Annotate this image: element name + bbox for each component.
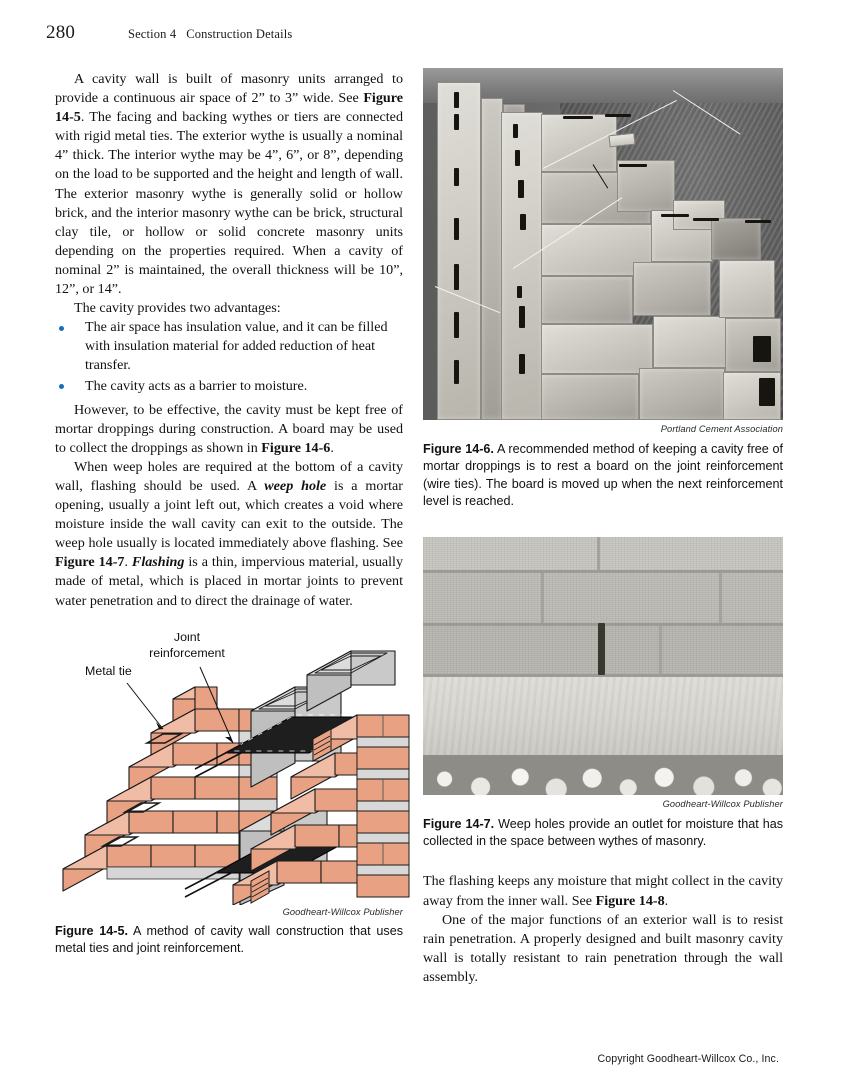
term-weep-hole: weep hole [264,477,327,494]
paragraph-rain-penetration: One of the major functions of an exterior wall is to resist rain penetration. A properly designed and built masonry cavity wall is totally resistant to rain penetration through the wall assembly. [423,911,783,985]
list-item: The cavity acts as a barrier to moisture. [55,377,403,396]
paragraph-flashing-keeps-moisture [423,872,783,910]
figure-14-6-credit: Portland Cement Association [660,424,783,434]
list-item: The air space has insulation value, and it can be filled with insulation material for added reduction of heat transfer. [55,318,403,375]
para3-suffix: . [330,439,334,456]
para1-suffix: . The facing and backing wythes or tiers are connected with rigid metal ties. The exterior wythe is usually a nominal 4” thick. The interior wythe may be 4”, 6”, or 8”, depending on the load to be supported and the height and length of wall. The exterior masonry wythe is generally solid or hollow brick, and the interior masonry wythe can be brick, structural clay tile, or hollow or solid concrete masonry units depending on the properties required. When a cavity of nominal 2” is maintained, the overall thickness will be 10”, 12”, or 14”. [55,109,403,298]
label-joint-reinforcement-l1: Joint [173,632,201,644]
figure-reference-14-5: Figure 14-5 [55,90,403,126]
figure-14-5-caption [55,923,403,958]
figure-14-6-caption-label: Figure 14-6. [423,442,494,456]
figure-14-6-caption-text: A recommended method of keeping a cavity free of mortar droppings is to rest a board on the joint reinforcement (wire ties). The board is moved up when the next reinforcement level is reached. [423,442,783,509]
figure-reference-14-8: Figure 14-8 [595,892,665,909]
figure-reference-14-7: Figure 14-7 [55,554,125,571]
paragraph-two-advantages: The cavity provides two advantages: [74,300,281,317]
figure-14-7-caption-text: Weep holes provide an outlet for moisture that has collected in the space between wythes of masonry. [423,816,784,849]
para3-prefix: However, to be effective, the cavity must be kept free of mortar droppings during construction. A board may be used to collect the droppings as shown in [55,401,403,456]
advantages-list [55,318,403,395]
figure-14-5-illustration [55,633,415,905]
para4-b: is a mortar opening, usually a joint left out, which creates a void where moisture inside the wall cavity can exit to the outside. The weep hole usually is located immediately above flashing. See [55,477,403,552]
figure-14-5-credit: Goodheart-Willcox Publisher [282,906,403,917]
figure-14-5-caption-label: Figure 14-5. [55,923,128,938]
term-flashing: Flashing [131,554,185,571]
right-para1-b: . [664,892,669,909]
cavity-wall-isometric-svg [55,633,415,905]
figure-14-6-caption [423,441,783,511]
right-column [423,68,783,987]
section-number: Section 4 [128,27,177,41]
figure-14-7-credit: Goodheart-Willcox Publisher [662,798,783,809]
label-joint-reinforcement-l2: reinforcement [149,645,225,660]
right-para1-a: The flashing keeps any moisture that might collect in the cavity away from the inner wall. See [423,873,783,909]
weep-hole-opening [598,623,605,675]
copyright-notice: Copyright Goodheart-Willcox Co., Inc. [597,1053,779,1065]
figure-14-7-caption-label: Figure 14-7. [423,816,495,831]
left-column [55,70,403,957]
page-number: 280 [46,22,76,43]
figure-14-5-caption-text: A method of cavity wall construction that uses metal ties and joint reinforcement. [55,923,404,956]
para1-prefix: A cavity wall is built of masonry units arranged to provide a continuous air space of 2” to 3” wide. See [55,71,403,107]
label-metal-tie: Metal tie [85,663,132,678]
running-head [46,22,803,46]
figure-14-7-photo [423,537,783,795]
paragraph-cavity-wall-definition [55,70,403,299]
paragraph-weep-hole-flashing [55,458,403,611]
section-title: Construction Details [186,27,293,41]
running-head-text [128,27,292,42]
figure-14-7-caption [423,816,783,851]
para4-d: is a thin, impervious material, usually made of metal, which is placed in mortar joints to prevent water penetration and to direct the drainage of water. [55,554,403,609]
figure-reference-14-6: Figure 14-6 [261,439,331,456]
figure-14-6-photo [423,68,783,420]
paragraph-mortar-droppings [55,401,403,458]
para4-c: . [124,554,132,571]
para4-a: When weep holes are required at the bottom of a cavity wall, flashing should be used. A [55,458,403,494]
